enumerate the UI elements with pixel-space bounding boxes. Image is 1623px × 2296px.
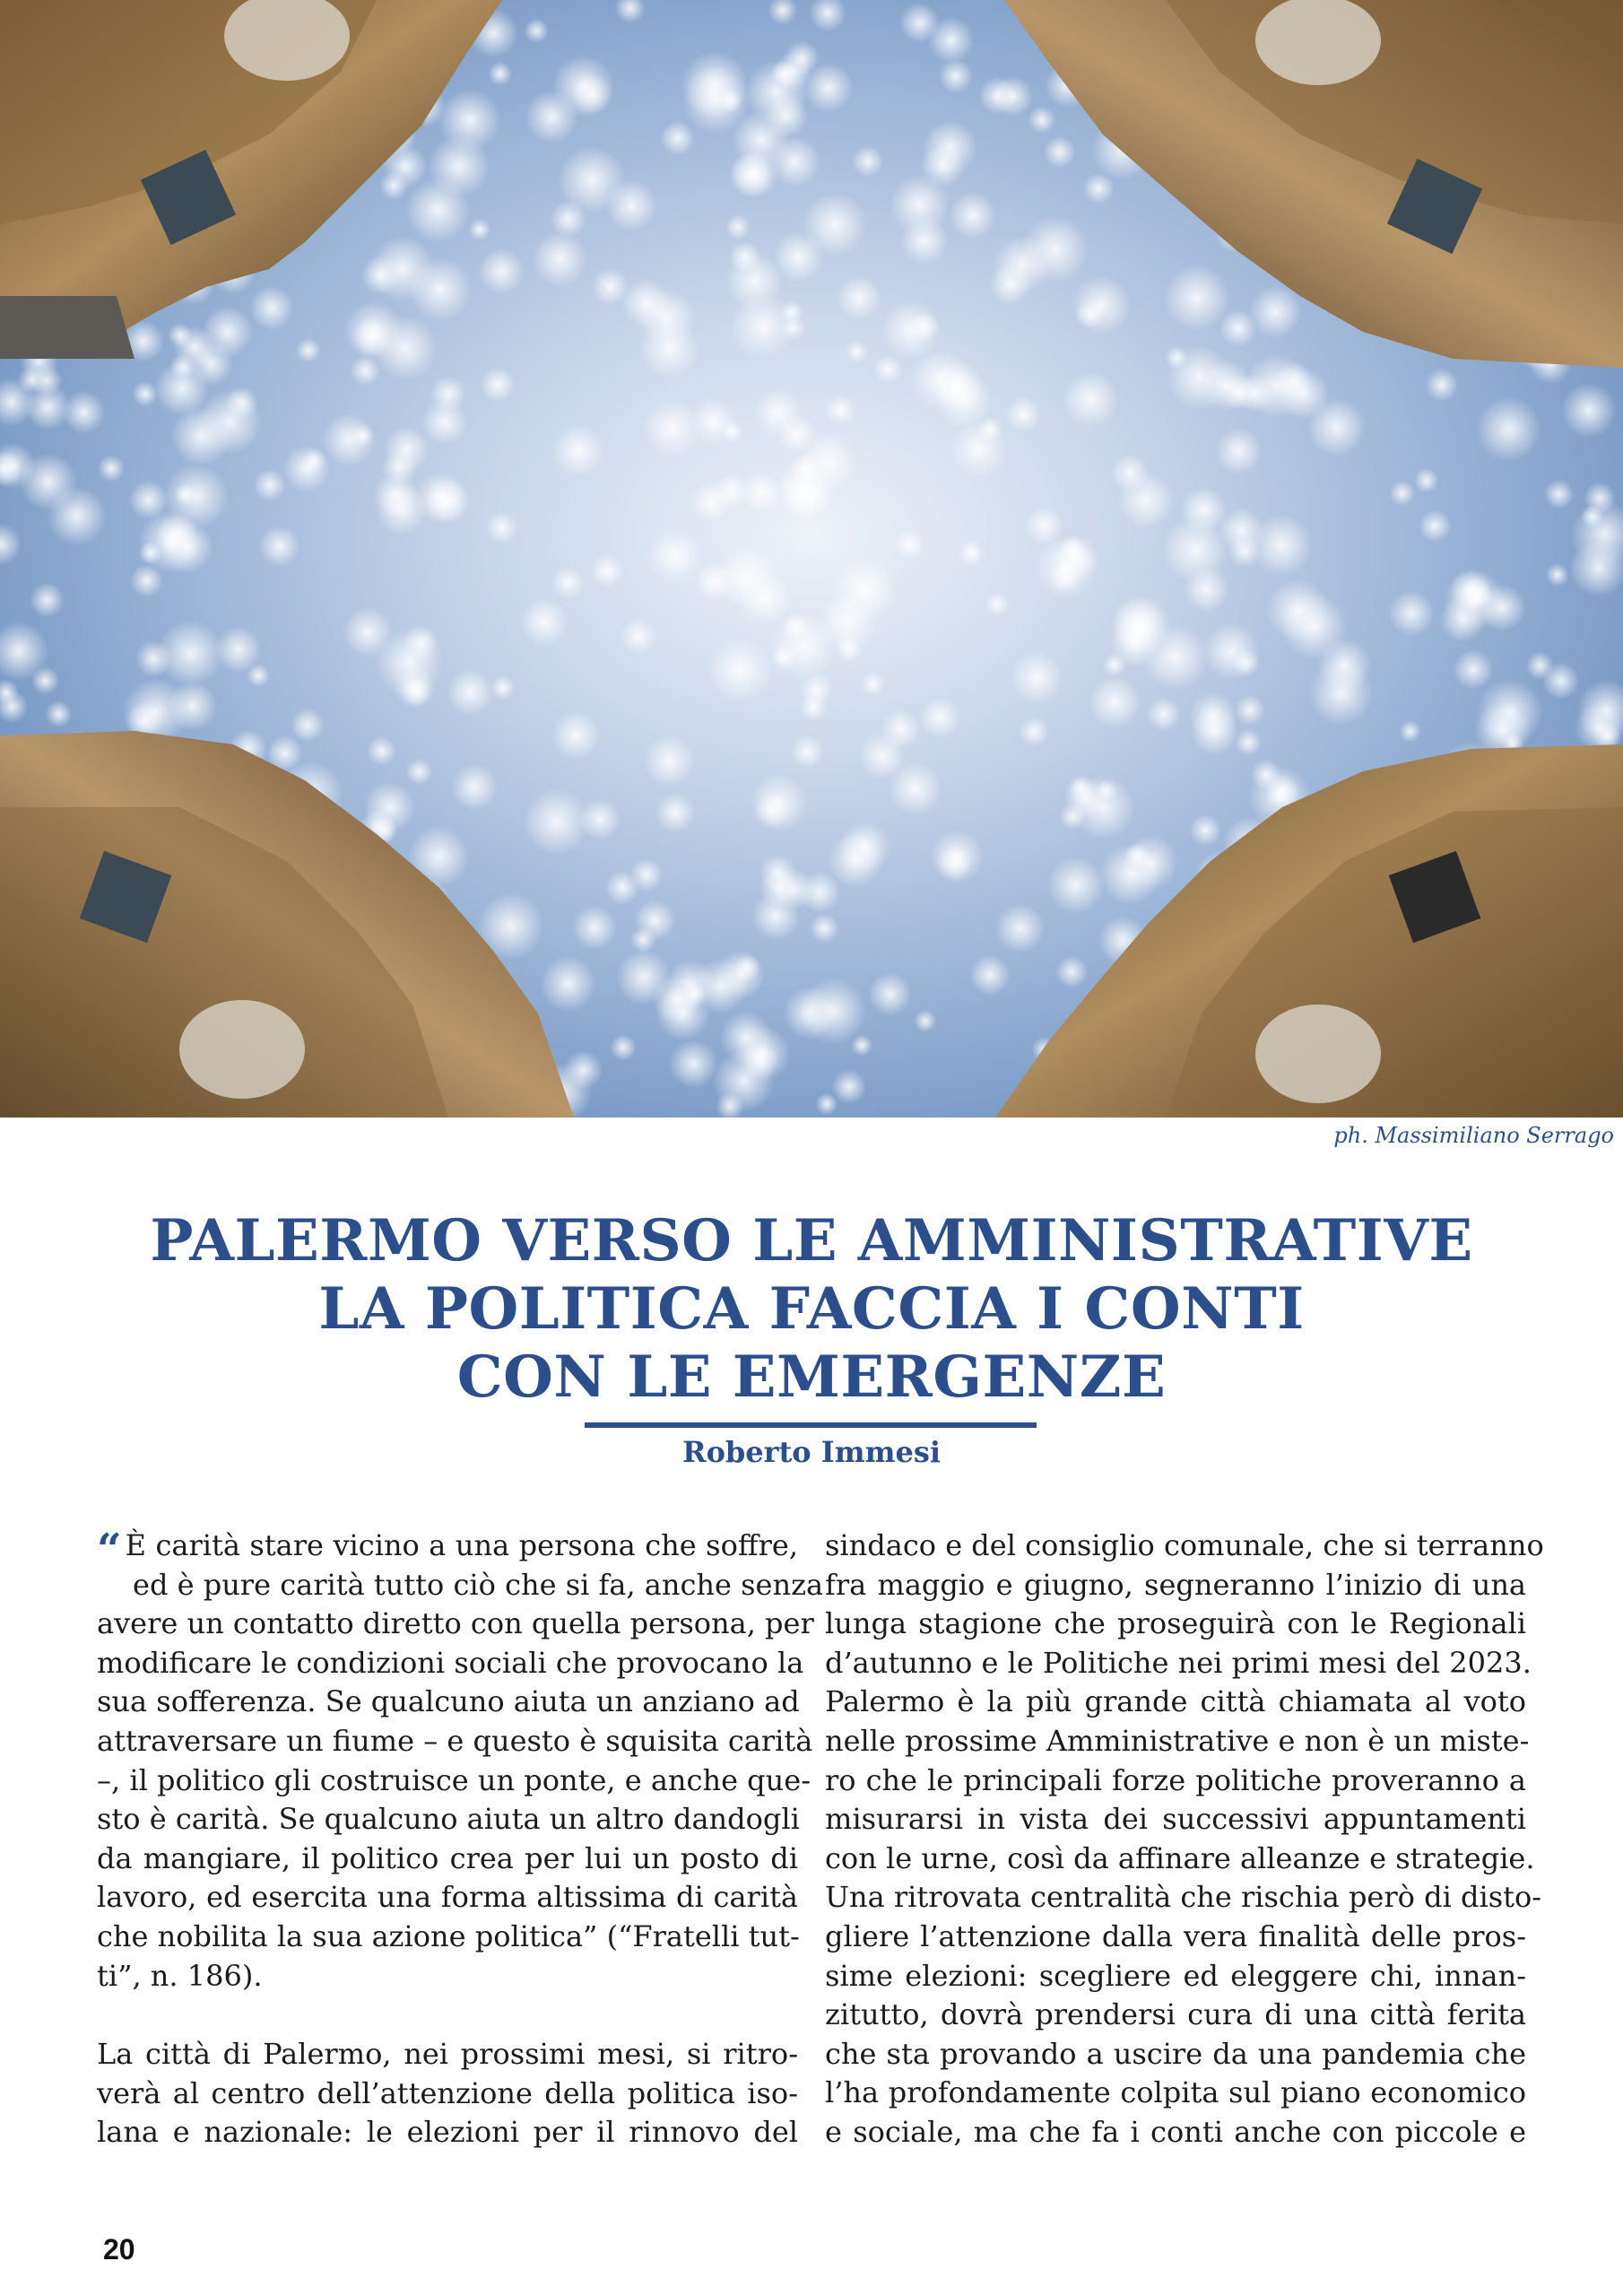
- cloud-puff: [810, 914, 839, 944]
- cloud-puff: [835, 635, 863, 663]
- cloud-puff: [168, 681, 218, 731]
- cloud-puff: [852, 145, 883, 177]
- cloud-puff: [1190, 707, 1238, 755]
- quattro-canti-photo: [0, 0, 1623, 1118]
- cloud-puff: [1089, 675, 1141, 728]
- cloud-puff: [0, 691, 28, 723]
- cloud-puff: [540, 955, 596, 1012]
- article-title: [0, 1207, 1623, 1412]
- cloud-puff: [469, 219, 490, 240]
- cloud-puff: [861, 672, 885, 696]
- cloud-puff: [1235, 695, 1265, 726]
- cloud-puff: [1249, 285, 1302, 338]
- cloud-puff: [899, 3, 939, 42]
- cloud-puff: [351, 355, 381, 386]
- text-line: e sociale, ma che fa i conti anche con piccole e: [825, 2114, 1526, 2149]
- cloud-puff: [629, 858, 663, 891]
- cloud-puff: [202, 306, 253, 357]
- cloud-puff: [168, 323, 192, 347]
- cloud-puff: [802, 192, 867, 257]
- left-column: [97, 1525, 824, 2152]
- cloud-puff: [949, 192, 996, 239]
- cloud-puff: [364, 782, 415, 833]
- cloud-puff: [707, 638, 773, 703]
- cloud-puff: [558, 146, 625, 213]
- cloud-puff: [832, 1069, 867, 1104]
- cloud-puff: [1162, 517, 1228, 583]
- cloud-puff: [133, 381, 158, 406]
- cloud-puff: [488, 62, 512, 86]
- cloud-puff: [995, 904, 1045, 953]
- text-line: Una ritrovata centralità che rischia però di disto-: [825, 1880, 1542, 1915]
- cloud-puff: [1419, 509, 1451, 542]
- text-line: sua sofferenza. Se qualcuno aiuta un anziano ad: [97, 1684, 800, 1719]
- cloud-puff: [438, 89, 501, 152]
- cloud-puff: [403, 624, 439, 661]
- text-line: lavoro, ed esercita una forma altissima di carità: [97, 1880, 798, 1915]
- cloud-puff: [1034, 536, 1097, 599]
- cloud-puff: [591, 554, 625, 588]
- title-line: LA POLITICA FACCIA I CONTI: [318, 1275, 1305, 1343]
- cloud-puff: [1072, 275, 1132, 335]
- cloud-puff: [533, 231, 588, 287]
- cloud-puff: [1055, 956, 1088, 988]
- cloud-puff: [291, 709, 324, 742]
- text-line: nelle prossime Amministrative e non è un miste-: [825, 1723, 1530, 1758]
- cloud-puff: [828, 832, 883, 888]
- text-line: –, il politico gli costruisce un ponte, e anche que-: [97, 1762, 812, 1797]
- cloud-puff: [873, 355, 902, 384]
- right-column: [825, 1526, 1544, 2152]
- text-line: che nobilita la sua azione politica” (“Fratelli tut-: [97, 1918, 800, 1953]
- cloud-puff: [744, 60, 808, 124]
- cloud-puff: [25, 384, 71, 430]
- cloud-puff: [721, 421, 743, 443]
- cloud-puff: [1526, 652, 1554, 680]
- cloud-puff: [681, 51, 749, 118]
- cloud-puff: [579, 798, 621, 840]
- cloud-puff: [521, 598, 568, 646]
- cloud-puff: [564, 1050, 603, 1089]
- text-line: sto è carità. Se qualcuno aiuta un altro dandogli: [97, 1802, 800, 1837]
- text-line: fra maggio e giugno, segneranno l’inizio di una: [825, 1567, 1526, 1602]
- cloud-puff: [1028, 106, 1055, 134]
- cloud-puff: [1005, 396, 1041, 432]
- cloud-puff: [851, 1035, 872, 1057]
- cloud-puff: [161, 521, 213, 573]
- text-line: misurarsi in vista dei successivi appuntamenti: [825, 1802, 1526, 1837]
- cloud-puff: [979, 77, 1017, 115]
- cloud-puff: [660, 121, 694, 155]
- cloud-puff: [985, 592, 1009, 616]
- cloud-puff: [1021, 216, 1089, 283]
- cloud-puff: [254, 469, 286, 501]
- cloud-puff: [1025, 507, 1063, 545]
- text-line: sime elezioni: scegliere ed eleggere chi, innan-: [825, 1958, 1526, 1993]
- cloud-puff: [742, 1041, 778, 1078]
- cloud-puff: [1309, 661, 1374, 726]
- cloud-puff: [643, 399, 701, 457]
- cloud-puff: [1147, 697, 1181, 731]
- cloud-puff: [382, 450, 417, 485]
- cloud-puff: [809, 0, 846, 31]
- cloud-puff: [750, 774, 808, 832]
- cloud-puff: [1111, 454, 1149, 491]
- cloud-puff: [592, 268, 629, 306]
- cloud-puff: [301, 448, 326, 474]
- cloud-puff: [769, 136, 820, 187]
- cloud-puff: [174, 483, 196, 506]
- cloud-puff: [572, 905, 617, 950]
- cloud-puff: [790, 735, 823, 768]
- cloud-puff: [158, 620, 224, 686]
- cloud-puff: [525, 91, 578, 144]
- cloud-puff: [351, 424, 374, 448]
- cloud-puff: [30, 583, 65, 618]
- cloud-puff: [1219, 309, 1257, 347]
- text-line: Palermo è la più grande città chiamata al voto: [825, 1684, 1526, 1719]
- cloud-puff: [1389, 590, 1435, 636]
- cloud-puff: [1165, 346, 1188, 370]
- cloud-puff: [729, 241, 761, 274]
- cloud-puff: [1561, 383, 1617, 439]
- cloud-puff: [1250, 514, 1312, 576]
- cloud-puff: [1110, 618, 1159, 667]
- cloud-puff: [1190, 814, 1221, 846]
- cloud-puff: [825, 395, 856, 426]
- cloud-puff: [47, 486, 107, 546]
- cloud-puff: [361, 256, 400, 294]
- cloud-puff: [768, 0, 797, 25]
- text-line: ti”, n. 186).: [97, 1958, 263, 1993]
- cloud-puff: [958, 539, 985, 566]
- cloud-puff: [0, 523, 22, 566]
- cloud-puff: [1414, 468, 1438, 492]
- cloud-puff: [739, 572, 792, 625]
- text-line: d’autunno e le Politiche nei primi mesi del 2023.: [825, 1645, 1532, 1680]
- cloud-puff: [1164, 265, 1230, 331]
- cloud-puff: [486, 511, 518, 544]
- cloud-puff: [939, 59, 973, 93]
- cloud-puff: [1581, 505, 1603, 527]
- cloud-puff: [803, 63, 853, 112]
- cloud-puff: [615, 0, 646, 23]
- cloud-puff: [1202, 360, 1253, 411]
- text-line: verà al centro dell’attenzione della politica iso-: [97, 2075, 798, 2110]
- cloud-puff: [259, 526, 299, 566]
- cloud-puff: [1425, 369, 1458, 402]
- cloud-puff: [1063, 776, 1106, 818]
- cloud-puff: [451, 764, 498, 811]
- cloud-puff: [552, 425, 604, 477]
- title-divider: [585, 1422, 1037, 1428]
- cloud-puff: [669, 1039, 717, 1088]
- text-line: ed è pure carità tutto ciò che si fa, anche senza: [133, 1567, 824, 1602]
- cloud-puff: [683, 983, 707, 1006]
- cloud-puff: [46, 700, 73, 727]
- cloud-puff: [921, 144, 966, 188]
- cloud-puff: [154, 361, 209, 415]
- page-number: 20: [103, 2233, 135, 2266]
- cloud-puff: [1063, 371, 1118, 427]
- text-line: con le urne, così da affinare alleanze e strategie.: [825, 1840, 1535, 1875]
- cloud-puff: [1232, 649, 1260, 677]
- header-photo: [0, 0, 1623, 1118]
- cloud-puff: [846, 341, 868, 363]
- cloud-puff: [1083, 173, 1114, 204]
- cloud-puff: [1399, 720, 1420, 742]
- cloud-puff: [1544, 479, 1574, 509]
- cloud-puff: [525, 19, 549, 43]
- cloud-puff: [1390, 481, 1415, 506]
- text-line: avere un contatto diretto con quella persona, per: [97, 1606, 814, 1641]
- cloud-puff: [969, 954, 1011, 996]
- title-line: PALERMO VERSO LE AMMINISTRATIVE: [150, 1207, 1473, 1274]
- text-line: ro che le principali forze politiche proveranno a: [825, 1762, 1526, 1797]
- cloud-puff: [421, 399, 468, 446]
- cloud-puff: [643, 735, 695, 787]
- cloud-puff: [1047, 857, 1105, 914]
- cloud-puff: [742, 474, 782, 513]
- cloud-puff: [552, 567, 585, 599]
- cloud-puff: [249, 286, 293, 330]
- cloud-puff: [647, 529, 702, 584]
- cloud-puff: [937, 845, 973, 881]
- cloud-puff: [777, 415, 816, 454]
- cloud-puff: [635, 900, 676, 941]
- cloud-puff: [781, 316, 805, 340]
- paragraph-gap: [97, 1996, 798, 2035]
- cloud-puff: [551, 711, 600, 760]
- cloud-puff: [1019, 717, 1049, 747]
- cloud-puff: [296, 338, 320, 362]
- cloud-puff: [414, 472, 467, 525]
- cloud-puff: [1479, 584, 1526, 631]
- cloud-puff: [1266, 578, 1329, 641]
- cloud-puff: [1454, 649, 1494, 690]
- article-author: Roberto Immesi: [681, 1435, 941, 1469]
- cloud-puff: [895, 530, 924, 560]
- cloud-puff: [98, 455, 125, 482]
- cloud-puff: [1244, 354, 1308, 419]
- text-line: sindaco e del consiglio comunale, che si terranno: [825, 1528, 1544, 1562]
- quote-mark-icon: “: [97, 1525, 122, 1575]
- text-line: attraversare un fiume – e questo è squisita carità: [97, 1723, 813, 1758]
- photo-credit: ph. Massimiliano Serrago: [1333, 1123, 1614, 1148]
- cloud-puff: [1099, 843, 1161, 905]
- cloud-puff: [481, 367, 516, 403]
- cloud-puff: [447, 669, 493, 716]
- text-line: l’ha profondamente colpita sul piano economico: [825, 2075, 1526, 2110]
- cloud-puff: [869, 972, 912, 1015]
- cloud-puff: [1546, 563, 1569, 587]
- cloud-puff: [725, 214, 751, 239]
- cloud-puff: [910, 312, 939, 341]
- cloud-puff: [408, 257, 472, 321]
- cloud-puff: [571, 74, 612, 115]
- text-line: da mangiare, il politico crea per lui un posto di: [97, 1840, 798, 1875]
- cloud-puff: [1044, 136, 1076, 169]
- cloud-puff: [490, 675, 515, 700]
- cloud-puff: [859, 733, 906, 779]
- cloud-puff: [610, 1034, 636, 1060]
- cloud-puff: [406, 758, 433, 785]
- text-line: gliere l’attenzione dalla vera finalità delle pros-: [825, 1918, 1526, 1953]
- cloud-puff: [919, 697, 960, 738]
- cloud-puff: [695, 562, 733, 601]
- text-line: che sta provando a uscire da una pandemia che: [825, 2036, 1526, 2071]
- text-line: modificare le condizioni sociali che provocano la: [97, 1645, 804, 1680]
- cloud-puff: [771, 644, 797, 670]
- text-line: La città di Palermo, nei prossimi mesi, si ritro-: [97, 2037, 798, 2072]
- cloud-puff: [373, 316, 438, 380]
- cloud-puff: [691, 483, 732, 523]
- text-line: lunga stagione che proseguirà con le Regionali: [825, 1606, 1526, 1641]
- cloud-puff: [1011, 651, 1063, 703]
- text-line: “ È carità stare vicino a una persona che soffre,: [97, 1525, 798, 1575]
- text-line: zitutto, dovrà prendersi cura di una città ferita: [825, 1997, 1526, 2032]
- cloud-puff: [640, 319, 699, 378]
- text-line: lana e nazionale: le elezioni per il rinnovo del: [97, 2115, 798, 2150]
- cloud-puff: [734, 954, 761, 981]
- cloud-puff: [1215, 428, 1262, 474]
- cloud-puff: [247, 664, 270, 687]
- cloud-puff: [621, 618, 657, 655]
- cloud-puff: [655, 792, 695, 832]
- cloud-puff: [225, 386, 258, 419]
- cloud-puff: [837, 275, 881, 319]
- cloud-puff: [914, 1010, 936, 1032]
- cloud-puff: [1476, 396, 1541, 462]
- cloud-puff: [1235, 729, 1262, 756]
- cloud-puff: [800, 978, 866, 1044]
- cloud-puff: [479, 248, 525, 294]
- cloud-puff: [935, 371, 993, 429]
- cloud-puff: [759, 854, 796, 891]
- title-line: CON LE EMERGENZE: [456, 1344, 1167, 1411]
- cloud-puff: [367, 736, 395, 765]
- cloud-puff: [816, 1093, 838, 1116]
